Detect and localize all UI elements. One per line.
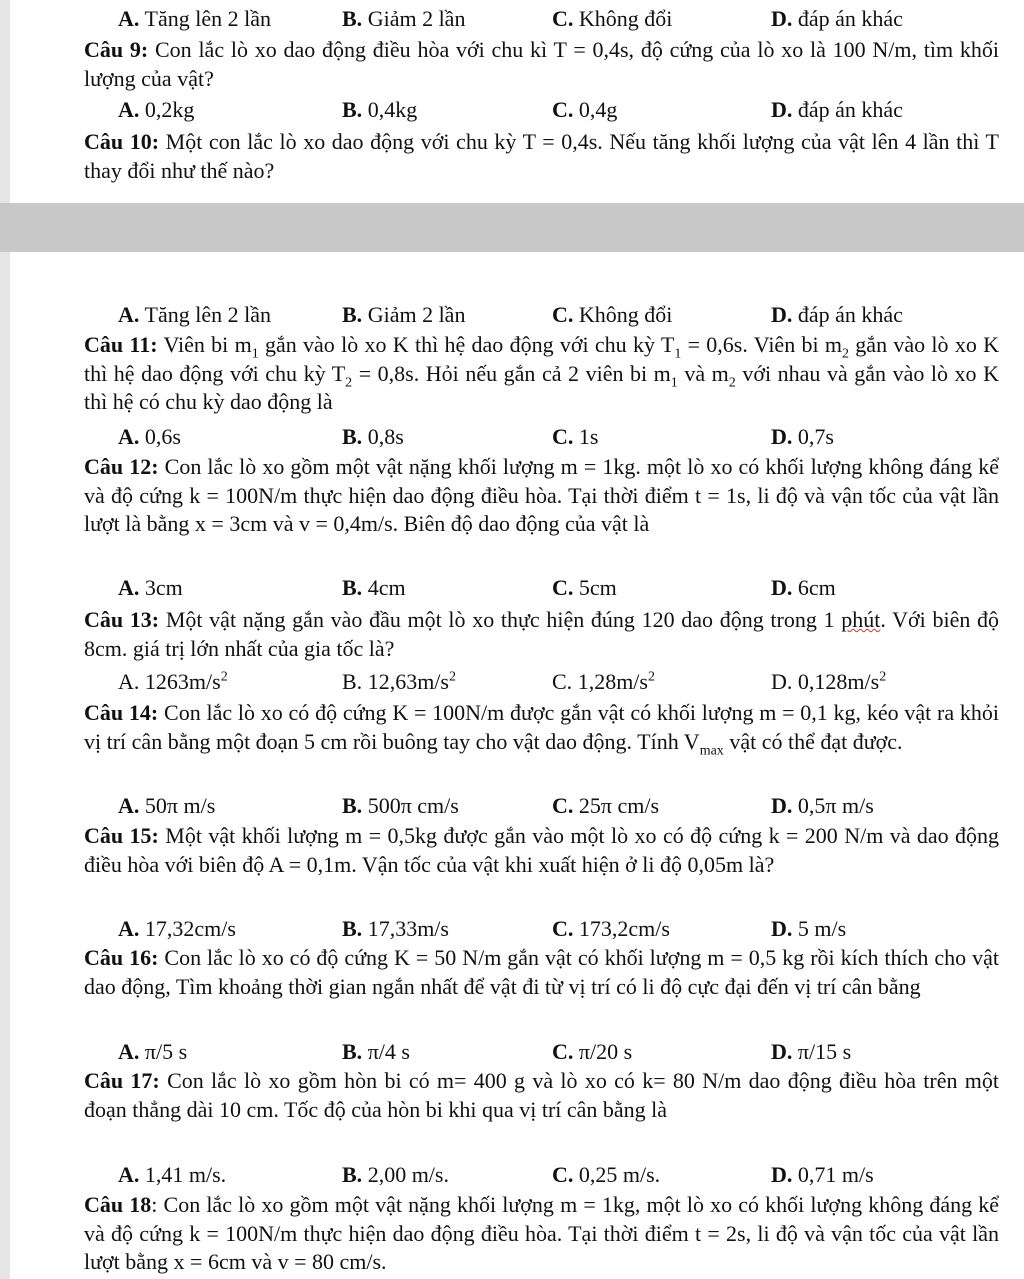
q10-option-d: D. đáp án khác [771, 302, 903, 327]
question-13: Câu 13: Một vật nặng gắn vào đầu một lò xo thực hiện đúng 120 dao động trong 1 phút. Với biên độ 8cm. giá trị lớn nhất của gia tốc là? [84, 607, 1000, 661]
question-9: Câu 9: Con lắc lò xo dao động điều hòa với chu kì T = 0,4s, độ cứng của lò xo là 100 N/m, tìm khối lượng của vật? [84, 37, 1000, 91]
q13-option-a: A. $1263m/s^2$ [118, 669, 228, 694]
q8-option-b: B. Giảm 2 lần [342, 6, 466, 31]
question-11: Câu 11: Viên bi $m_1$ gắn vào lò xo K thì hệ dao động với chu kỳ $T_1 = 0,6s$. Viên bi $m_2$ gắn vào lò xo K thì hệ dao động với chu kỳ $T_2 = 0,8s$. Hỏi nếu gắn cả 2 viên bi $m_1$ và $m_2$ với nhau và gắn vào lò xo K thì hệ có chu kỳ dao động là [84, 332, 999, 414]
question-15: Câu 15: Một vật khối lượng m = 0,5kg được gắn vào một lò xo có độ cứng k = 200 N/m và dao động điều hòa với biên độ A = 0,1m. Vận tốc của vật khi xuất hiện ở li độ 0,05m là? [84, 823, 1000, 877]
page-main [10, 252, 1024, 1279]
q12-option-b: B. 4cm [342, 575, 406, 600]
q10-option-c: C. Không đổi [552, 302, 673, 327]
page-top-fragment [10, 0, 1024, 203]
q13-option-b: B. $12,63m/s^2$ [342, 669, 456, 694]
q9-option-b: B. 0,4kg [342, 97, 418, 122]
q12-option-c: C. 5cm [552, 575, 617, 600]
q9-options [10, 96, 1024, 124]
q9-option-a: A. 0,2kg [118, 97, 195, 122]
q14-option-b: B. 500π cm/s [342, 793, 459, 818]
q14-option-a: A. 50π m/s [118, 793, 216, 818]
question-18: Câu 18: Con lắc lò xo gồm một vật nặng khối lượng m = 1kg, một lò xo có khối lượng không đáng kể và độ cứng k = 100N/m thực hiện dao động điều hòa. Tại thời điểm t = 2s, li độ và vận tốc của vật lần lượt bằng x = 6cm và v = 80 cm/s. [84, 1192, 1000, 1274]
q15-option-a: A. 17,32cm/s [118, 916, 236, 941]
q11-option-a: A. 0,6s [118, 424, 181, 449]
q14-option-d: D. 0,5π m/s [771, 793, 874, 818]
q13-option-d: D. $0,128m/s^2$ [771, 669, 887, 694]
q16-option-a: A. π/5 s [118, 1039, 188, 1064]
q17-option-a: A. 1,41 m/s. [118, 1162, 227, 1187]
q10-options [10, 301, 1024, 329]
q17-options [10, 1161, 1024, 1189]
q16-option-c: C. π/20 s [552, 1039, 633, 1064]
q16-option-d: D. π/15 s [771, 1039, 852, 1064]
q15-options [10, 915, 1024, 943]
q9-option-d: D. đáp án khác [771, 97, 903, 122]
q11-option-d: D. 0,7s [771, 424, 834, 449]
q9-option-c: C. 0,4g [552, 97, 618, 122]
q17-option-b: B. 2,00 m/s. [342, 1162, 449, 1187]
q15-option-c: C. 173,2cm/s [552, 916, 670, 941]
q17-option-d: D. 0,71 m/s [771, 1162, 874, 1187]
q13-option-c: C. $1,28m/s^2$ [552, 669, 655, 694]
q16-option-b: B. π/4 s [342, 1039, 410, 1064]
q16-options [10, 1038, 1024, 1066]
q17-option-c: C. 0,25 m/s. [552, 1162, 661, 1187]
q8-option-d: D. đáp án khác [771, 6, 903, 31]
q11-option-b: B. 0,8s [342, 424, 404, 449]
q12-options [10, 574, 1024, 602]
q11-option-c: C. 1s [552, 424, 599, 449]
q15-option-d: D. 5 m/s [771, 916, 847, 941]
page-gap [0, 203, 1024, 252]
q10-option-b: B. Giảm 2 lần [342, 302, 466, 327]
q12-option-a: A. 3cm [118, 575, 183, 600]
q14-options [10, 792, 1024, 820]
question-16: Câu 16: Con lắc lò xo có độ cứng K = 50 N/m gắn vật có khối lượng m = 0,5 kg rồi kích thích cho vật dao động, Tìm khoảng thời gian ngắn nhất để vật đi từ vị trí có li độ cực đại đến vị trí cân bằng [84, 945, 999, 999]
question-12: Câu 12: Con lắc lò xo gồm một vật nặng khối lượng m = 1kg. một lò xo có khối lượng không đáng kể và độ cứng k = 100N/m thực hiện dao động điều hòa. Tại thời điểm t = 1s, li độ và vận tốc của vật lần lượt là bằng x = 3cm và v = 0,4m/s. Biên độ dao động của vật là [84, 454, 1000, 536]
q8-option-a: A. Tăng lên 2 lần [118, 6, 271, 31]
question-14: Câu 14: Con lắc lò xo có độ cứng K = 100N/m được gắn vật có khối lượng m = 0,1 kg, kéo vật ra khỏi vị trí cân bằng một đoạn 5 cm rồi buông tay cho vật dao động. Tính $V_{max}$ vật có thể đạt được. [84, 700, 1000, 758]
question-17: Câu 17: Con lắc lò xo gồm hòn bi có m= 400 g và lò xo có k= 80 N/m dao động điều hòa trên một đoạn thẳng dài 10 cm. Tốc độ của hòn bi khi qua vị trí cân bằng là [84, 1068, 1000, 1122]
q12-option-d: D. 6cm [771, 575, 836, 600]
q10-option-a: A. Tăng lên 2 lần [118, 302, 271, 327]
q15-option-b: B. 17,33m/s [342, 916, 449, 941]
q8-option-c: C. Không đổi [552, 6, 673, 31]
question-10: Câu 10: Một con lắc lò xo dao động với chu kỳ T = 0,4s. Nếu tăng khối lượng của vật lên 4 lần thì T thay đổi như thế nào? [84, 129, 999, 183]
q13-options [10, 668, 1024, 696]
q11-options [10, 423, 1024, 451]
q8-options [10, 5, 1024, 33]
q14-option-c: C. 25π cm/s [552, 793, 660, 818]
